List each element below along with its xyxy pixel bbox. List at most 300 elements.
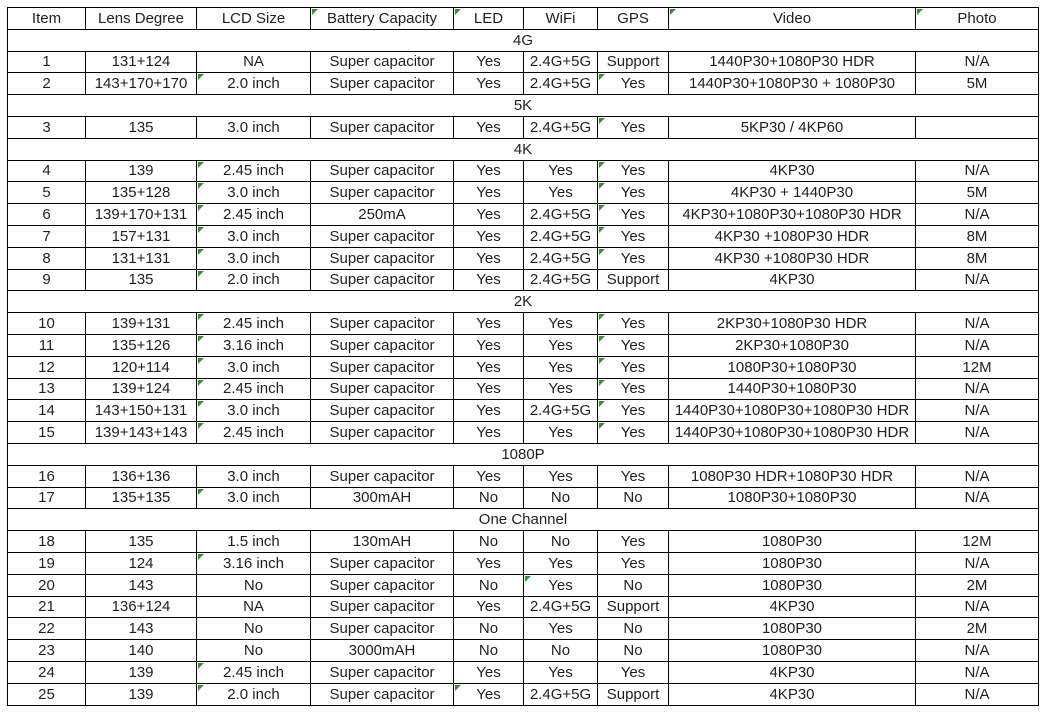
cell-lcd-size: 3.16 inch	[197, 552, 311, 574]
error-indicator-icon	[599, 423, 605, 429]
cell-gps: Yes	[598, 356, 669, 378]
table-row	[8, 160, 1039, 182]
error-indicator-icon	[198, 271, 204, 277]
cell-lens-degree: 143	[86, 574, 197, 596]
cell-item: 11	[8, 334, 86, 356]
error-indicator-icon	[599, 183, 605, 189]
cell-photo: 5M	[916, 73, 1039, 95]
cell-photo: 8M	[916, 225, 1039, 247]
table-row	[8, 51, 1039, 73]
table-row	[8, 531, 1039, 553]
cell-gps: Yes	[598, 378, 669, 400]
header-row	[8, 8, 1039, 30]
cell-led: Yes	[454, 356, 524, 378]
cell-lens-degree: 157+131	[86, 225, 197, 247]
cell-led: No	[454, 487, 524, 509]
cell-photo: N/A	[916, 334, 1039, 356]
cell-gps: No	[598, 487, 669, 509]
cell-item: 13	[8, 378, 86, 400]
cell-battery-capacity: Super capacitor	[311, 618, 454, 640]
cell-lcd-size: 3.0 inch	[197, 487, 311, 509]
error-indicator-icon	[525, 576, 531, 582]
cell-battery-capacity: Super capacitor	[311, 51, 454, 73]
cell-photo	[916, 116, 1039, 138]
cell-lcd-size: 3.0 inch	[197, 182, 311, 204]
table-row	[8, 400, 1039, 422]
cell-photo: 5M	[916, 182, 1039, 204]
cell-photo: 12M	[916, 531, 1039, 553]
section-label: 4G	[8, 29, 1039, 51]
cell-photo: N/A	[916, 51, 1039, 73]
cell-led: Yes	[454, 661, 524, 683]
cell-item: 12	[8, 356, 86, 378]
cell-wifi: 2.4G+5G	[524, 596, 598, 618]
cell-item: 7	[8, 225, 86, 247]
cell-battery-capacity: Super capacitor	[311, 356, 454, 378]
cell-photo: N/A	[916, 160, 1039, 182]
cell-lens-degree: 124	[86, 552, 197, 574]
table-row	[8, 356, 1039, 378]
cell-battery-capacity: Super capacitor	[311, 182, 454, 204]
cell-lens-degree: 135	[86, 531, 197, 553]
cell-battery-capacity: Super capacitor	[311, 116, 454, 138]
cell-wifi: 2.4G+5G	[524, 269, 598, 291]
cell-photo: N/A	[916, 269, 1039, 291]
spec-table-container	[7, 7, 1039, 706]
cell-led: Yes	[454, 269, 524, 291]
cell-wifi: No	[524, 531, 598, 553]
cell-video: 2KP30+1080P30 HDR	[669, 313, 916, 335]
cell-lens-degree: 120+114	[86, 356, 197, 378]
error-indicator-icon	[198, 401, 204, 407]
cell-lcd-size: 2.45 inch	[197, 378, 311, 400]
cell-item: 3	[8, 116, 86, 138]
cell-video: 2KP30+1080P30	[669, 334, 916, 356]
cell-led: Yes	[454, 552, 524, 574]
table-row	[8, 618, 1039, 640]
cell-item: 24	[8, 661, 86, 683]
table-row	[8, 574, 1039, 596]
cell-battery-capacity: Super capacitor	[311, 661, 454, 683]
column-header-photo: Photo	[916, 8, 1039, 30]
cell-led: Yes	[454, 334, 524, 356]
cell-video: 1080P30	[669, 552, 916, 574]
cell-lcd-size: 3.0 inch	[197, 225, 311, 247]
cell-lcd-size: 2.45 inch	[197, 160, 311, 182]
cell-lens-degree: 143+170+170	[86, 73, 197, 95]
cell-video: 1080P30	[669, 640, 916, 662]
cell-led: Yes	[454, 400, 524, 422]
table-row	[8, 247, 1039, 269]
cell-led: No	[454, 618, 524, 640]
cell-item: 17	[8, 487, 86, 509]
table-row	[8, 334, 1039, 356]
error-indicator-icon	[198, 227, 204, 233]
cell-wifi: 2.4G+5G	[524, 204, 598, 226]
error-indicator-icon	[198, 358, 204, 364]
cell-battery-capacity: Super capacitor	[311, 160, 454, 182]
cell-battery-capacity: 250mA	[311, 204, 454, 226]
cell-wifi: Yes	[524, 661, 598, 683]
cell-led: Yes	[454, 160, 524, 182]
cell-video: 4KP30	[669, 596, 916, 618]
cell-photo: N/A	[916, 422, 1039, 444]
error-indicator-icon	[198, 336, 204, 342]
cell-wifi: Yes	[524, 618, 598, 640]
table-row	[8, 661, 1039, 683]
error-indicator-icon	[198, 380, 204, 386]
cell-video: 5KP30 / 4KP60	[669, 116, 916, 138]
error-indicator-icon	[670, 9, 676, 15]
table-row	[8, 378, 1039, 400]
error-indicator-icon	[917, 9, 923, 15]
cell-led: Yes	[454, 378, 524, 400]
cell-video: 1080P30	[669, 574, 916, 596]
cell-battery-capacity: Super capacitor	[311, 269, 454, 291]
cell-item: 15	[8, 422, 86, 444]
cell-lens-degree: 139	[86, 160, 197, 182]
cell-battery-capacity: Super capacitor	[311, 422, 454, 444]
error-indicator-icon	[599, 74, 605, 80]
cell-photo: N/A	[916, 683, 1039, 705]
cell-led: Yes	[454, 73, 524, 95]
cell-photo: N/A	[916, 204, 1039, 226]
table-row	[8, 204, 1039, 226]
cell-gps: Yes	[598, 247, 669, 269]
cell-photo: N/A	[916, 313, 1039, 335]
cell-lcd-size: NA	[197, 51, 311, 73]
cell-led: Yes	[454, 313, 524, 335]
cell-item: 6	[8, 204, 86, 226]
cell-video: 1080P30 HDR+1080P30 HDR	[669, 465, 916, 487]
cell-wifi: 2.4G+5G	[524, 116, 598, 138]
cell-led: Yes	[454, 116, 524, 138]
table-row	[8, 640, 1039, 662]
cell-wifi: Yes	[524, 182, 598, 204]
cell-lcd-size: 2.45 inch	[197, 661, 311, 683]
cell-led: No	[454, 531, 524, 553]
cell-battery-capacity: Super capacitor	[311, 225, 454, 247]
cell-item: 23	[8, 640, 86, 662]
cell-item: 21	[8, 596, 86, 618]
cell-lcd-size: 1.5 inch	[197, 531, 311, 553]
cell-video: 1080P30+1080P30	[669, 487, 916, 509]
error-indicator-icon	[198, 685, 204, 691]
cell-gps: Yes	[598, 334, 669, 356]
cell-photo: N/A	[916, 400, 1039, 422]
cell-gps: Support	[598, 683, 669, 705]
cell-photo: N/A	[916, 661, 1039, 683]
error-indicator-icon	[599, 162, 605, 168]
cell-gps: Support	[598, 51, 669, 73]
cell-lens-degree: 135+135	[86, 487, 197, 509]
cell-gps: Support	[598, 269, 669, 291]
section-row	[8, 291, 1039, 313]
cell-wifi: 2.4G+5G	[524, 51, 598, 73]
cell-led: Yes	[454, 422, 524, 444]
cell-lcd-size: 2.45 inch	[197, 313, 311, 335]
table-row	[8, 552, 1039, 574]
cell-gps: Yes	[598, 182, 669, 204]
cell-lens-degree: 135	[86, 269, 197, 291]
cell-photo: N/A	[916, 596, 1039, 618]
cell-lcd-size: No	[197, 574, 311, 596]
cell-battery-capacity: Super capacitor	[311, 596, 454, 618]
cell-gps: Yes	[598, 661, 669, 683]
column-header-gps: GPS	[598, 8, 669, 30]
cell-led: Yes	[454, 204, 524, 226]
table-row	[8, 225, 1039, 247]
cell-gps: Yes	[598, 531, 669, 553]
cell-wifi: Yes	[524, 334, 598, 356]
section-label: 2K	[8, 291, 1039, 313]
cell-wifi: 2.4G+5G	[524, 400, 598, 422]
cell-photo: 12M	[916, 356, 1039, 378]
cell-wifi: 2.4G+5G	[524, 247, 598, 269]
error-indicator-icon	[599, 249, 605, 255]
column-header-wifi: WiFi	[524, 8, 598, 30]
cell-lcd-size: 2.0 inch	[197, 73, 311, 95]
cell-video: 1440P30+1080P30 + 1080P30	[669, 73, 916, 95]
section-row	[8, 138, 1039, 160]
cell-item: 16	[8, 465, 86, 487]
cell-video: 1440P30+1080P30 HDR	[669, 51, 916, 73]
cell-lcd-size: 2.45 inch	[197, 204, 311, 226]
cell-wifi: Yes	[524, 465, 598, 487]
cell-video: 1440P30+1080P30	[669, 378, 916, 400]
cell-lens-degree: 136+124	[86, 596, 197, 618]
section-row	[8, 509, 1039, 531]
cell-photo: 2M	[916, 574, 1039, 596]
cell-wifi: Yes	[524, 378, 598, 400]
table-row	[8, 116, 1039, 138]
error-indicator-icon	[599, 227, 605, 233]
cell-gps: Yes	[598, 204, 669, 226]
cell-wifi: 2.4G+5G	[524, 225, 598, 247]
section-label: 5K	[8, 95, 1039, 117]
cell-wifi: Yes	[524, 313, 598, 335]
cell-lens-degree: 139	[86, 661, 197, 683]
error-indicator-icon	[455, 9, 461, 15]
cell-wifi: No	[524, 640, 598, 662]
error-indicator-icon	[198, 423, 204, 429]
cell-item: 25	[8, 683, 86, 705]
cell-lcd-size: No	[197, 618, 311, 640]
cell-photo: 8M	[916, 247, 1039, 269]
cell-lcd-size: 3.0 inch	[197, 247, 311, 269]
cell-item: 2	[8, 73, 86, 95]
cell-lens-degree: 135	[86, 116, 197, 138]
cell-wifi: Yes	[524, 574, 598, 596]
error-indicator-icon	[599, 205, 605, 211]
error-indicator-icon	[455, 685, 461, 691]
cell-photo: N/A	[916, 465, 1039, 487]
cell-gps: Yes	[598, 160, 669, 182]
cell-video: 1440P30+1080P30+1080P30 HDR	[669, 422, 916, 444]
spec-table	[7, 7, 1039, 706]
cell-led: Yes	[454, 596, 524, 618]
table-row	[8, 422, 1039, 444]
section-label: 1080P	[8, 443, 1039, 465]
cell-battery-capacity: Super capacitor	[311, 334, 454, 356]
table-row	[8, 683, 1039, 705]
column-header-lens-degree: Lens Degree	[86, 8, 197, 30]
cell-lens-degree: 139+170+131	[86, 204, 197, 226]
table-row	[8, 313, 1039, 335]
cell-lcd-size: 3.0 inch	[197, 465, 311, 487]
table-body	[8, 29, 1039, 705]
cell-item: 10	[8, 313, 86, 335]
error-indicator-icon	[198, 205, 204, 211]
cell-lcd-size: No	[197, 640, 311, 662]
cell-battery-capacity: Super capacitor	[311, 378, 454, 400]
cell-led: Yes	[454, 182, 524, 204]
cell-gps: No	[598, 574, 669, 596]
cell-lcd-size: 3.0 inch	[197, 116, 311, 138]
cell-item: 19	[8, 552, 86, 574]
cell-wifi: 2.4G+5G	[524, 683, 598, 705]
cell-photo: 2M	[916, 618, 1039, 640]
cell-lens-degree: 139	[86, 683, 197, 705]
cell-led: Yes	[454, 683, 524, 705]
table-row	[8, 487, 1039, 509]
cell-battery-capacity: Super capacitor	[311, 400, 454, 422]
error-indicator-icon	[198, 489, 204, 495]
error-indicator-icon	[198, 162, 204, 168]
cell-lens-degree: 140	[86, 640, 197, 662]
section-row	[8, 29, 1039, 51]
cell-led: No	[454, 574, 524, 596]
column-header-led: LED	[454, 8, 524, 30]
cell-video: 1080P30	[669, 531, 916, 553]
cell-lens-degree: 131+124	[86, 51, 197, 73]
cell-battery-capacity: Super capacitor	[311, 683, 454, 705]
cell-lcd-size: 3.0 inch	[197, 356, 311, 378]
cell-gps: No	[598, 640, 669, 662]
cell-gps: Yes	[598, 422, 669, 444]
section-label: 4K	[8, 138, 1039, 160]
cell-photo: N/A	[916, 378, 1039, 400]
cell-gps: No	[598, 618, 669, 640]
cell-wifi: No	[524, 487, 598, 509]
error-indicator-icon	[198, 314, 204, 320]
cell-item: 18	[8, 531, 86, 553]
cell-lcd-size: 3.0 inch	[197, 400, 311, 422]
cell-wifi: Yes	[524, 422, 598, 444]
error-indicator-icon	[599, 118, 605, 124]
cell-item: 20	[8, 574, 86, 596]
cell-battery-capacity: Super capacitor	[311, 313, 454, 335]
cell-led: Yes	[454, 247, 524, 269]
cell-lens-degree: 143	[86, 618, 197, 640]
cell-wifi: 2.4G+5G	[524, 73, 598, 95]
cell-wifi: Yes	[524, 160, 598, 182]
column-header-lcd-size: LCD Size	[197, 8, 311, 30]
cell-wifi: Yes	[524, 356, 598, 378]
cell-battery-capacity: Super capacitor	[311, 465, 454, 487]
error-indicator-icon	[198, 249, 204, 255]
cell-battery-capacity: 3000mAH	[311, 640, 454, 662]
table-row	[8, 269, 1039, 291]
cell-lens-degree: 131+131	[86, 247, 197, 269]
section-row	[8, 443, 1039, 465]
cell-video: 4KP30 +1080P30 HDR	[669, 247, 916, 269]
cell-gps: Yes	[598, 116, 669, 138]
table-row	[8, 182, 1039, 204]
error-indicator-icon	[599, 314, 605, 320]
cell-video: 4KP30	[669, 160, 916, 182]
cell-battery-capacity: 130mAH	[311, 531, 454, 553]
cell-battery-capacity: Super capacitor	[311, 552, 454, 574]
error-indicator-icon	[599, 336, 605, 342]
error-indicator-icon	[312, 9, 318, 15]
table-row	[8, 596, 1039, 618]
error-indicator-icon	[599, 401, 605, 407]
cell-photo: N/A	[916, 487, 1039, 509]
cell-battery-capacity: Super capacitor	[311, 73, 454, 95]
cell-lens-degree: 139+124	[86, 378, 197, 400]
cell-gps: Support	[598, 596, 669, 618]
error-indicator-icon	[198, 554, 204, 560]
cell-gps: Yes	[598, 465, 669, 487]
cell-video: 4KP30 +1080P30 HDR	[669, 225, 916, 247]
cell-led: Yes	[454, 51, 524, 73]
cell-lcd-size: 2.45 inch	[197, 422, 311, 444]
cell-lens-degree: 139+143+143	[86, 422, 197, 444]
cell-lens-degree: 136+136	[86, 465, 197, 487]
column-header-video: Video	[669, 8, 916, 30]
cell-led: No	[454, 640, 524, 662]
cell-gps: Yes	[598, 552, 669, 574]
cell-gps: Yes	[598, 225, 669, 247]
cell-lcd-size: NA	[197, 596, 311, 618]
section-row	[8, 95, 1039, 117]
cell-gps: Yes	[598, 73, 669, 95]
cell-item: 9	[8, 269, 86, 291]
cell-led: Yes	[454, 465, 524, 487]
column-header-item: Item	[8, 8, 86, 30]
cell-photo: N/A	[916, 640, 1039, 662]
cell-item: 22	[8, 618, 86, 640]
cell-battery-capacity: 300mAH	[311, 487, 454, 509]
cell-video: 1440P30+1080P30+1080P30 HDR	[669, 400, 916, 422]
table-row	[8, 465, 1039, 487]
cell-item: 4	[8, 160, 86, 182]
error-indicator-icon	[198, 663, 204, 669]
cell-lcd-size: 2.0 inch	[197, 269, 311, 291]
column-header-battery-capacity: Battery Capacity	[311, 8, 454, 30]
cell-photo: N/A	[916, 552, 1039, 574]
cell-lens-degree: 143+150+131	[86, 400, 197, 422]
cell-gps: Yes	[598, 313, 669, 335]
cell-led: Yes	[454, 225, 524, 247]
table-header	[8, 8, 1039, 30]
cell-video: 1080P30+1080P30	[669, 356, 916, 378]
cell-gps: Yes	[598, 400, 669, 422]
cell-item: 1	[8, 51, 86, 73]
cell-lens-degree: 135+128	[86, 182, 197, 204]
cell-wifi: Yes	[524, 552, 598, 574]
section-label: One Channel	[8, 509, 1039, 531]
cell-video: 4KP30 + 1440P30	[669, 182, 916, 204]
cell-video: 4KP30+1080P30+1080P30 HDR	[669, 204, 916, 226]
table-row	[8, 73, 1039, 95]
error-indicator-icon	[198, 74, 204, 80]
cell-video: 4KP30	[669, 661, 916, 683]
cell-lcd-size: 3.16 inch	[197, 334, 311, 356]
cell-video: 4KP30	[669, 683, 916, 705]
error-indicator-icon	[599, 358, 605, 364]
